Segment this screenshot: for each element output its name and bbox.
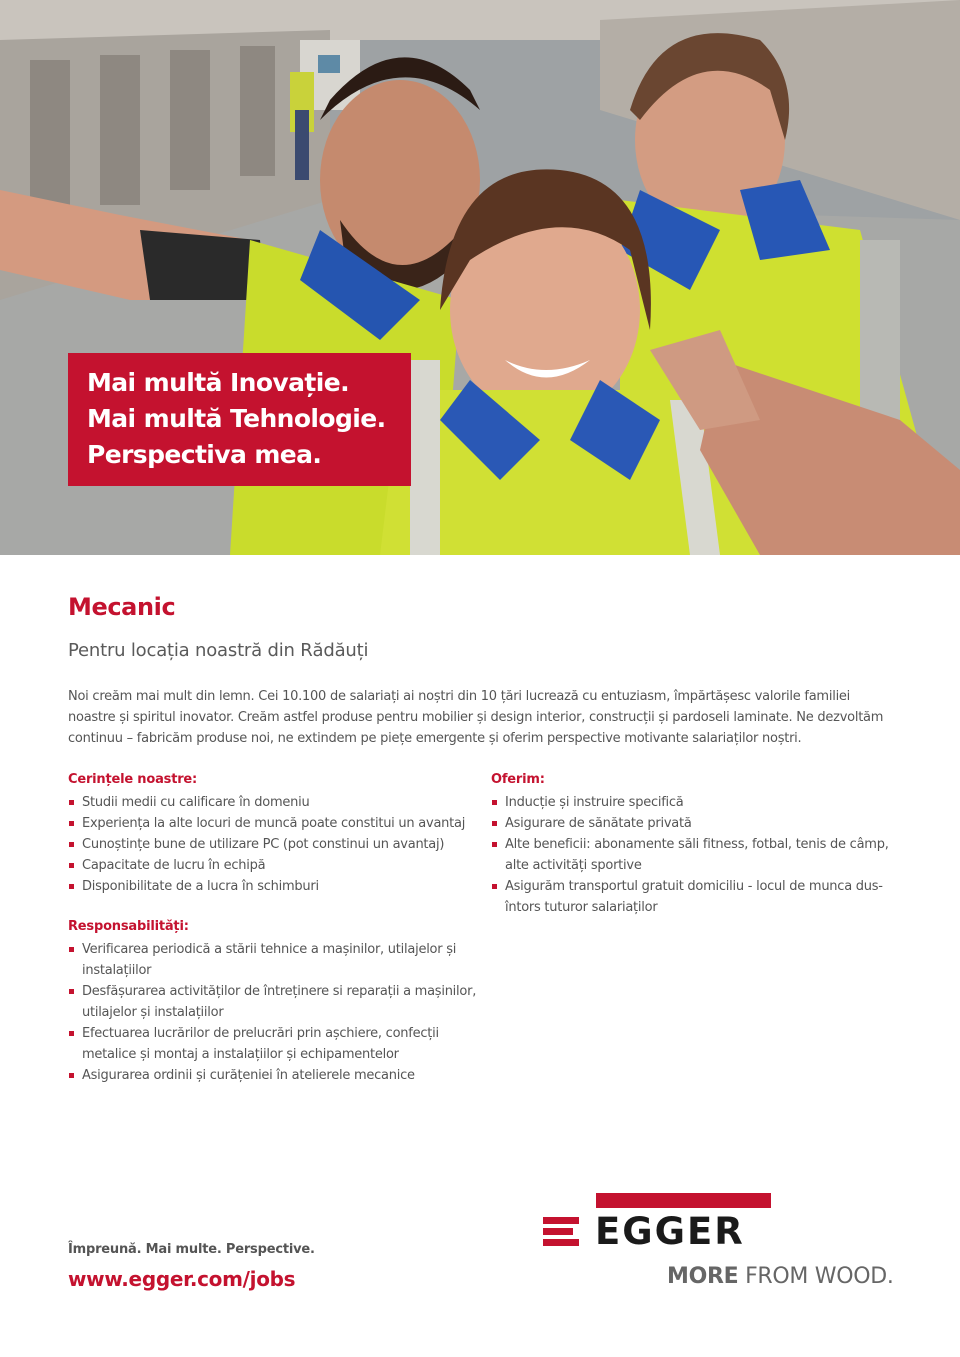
list-item: Inducție și instruire specifică (491, 792, 911, 813)
list-item: Verificarea periodică a stării tehnice a mașinilor, utilajelor și instalațiilor (68, 939, 488, 981)
logo-wordmark: EGGER (595, 1210, 745, 1253)
list-item: Capacitate de lucru în echipă (68, 855, 488, 876)
logo-bar (596, 1193, 771, 1208)
intro-paragraph: Noi creăm mai mult din lemn. Cei 10.100 de salariați ai noștri din 10 țări lucrează cu entuziasm, împărtășesc valorile familiei noastre și spiritul inovator. Creăm astfel produse pentru mobilier și design interior, construcții și pardoseli laminate. Ne dezvoltăm continuu – fabricăm produse noi, ne extindem pe piețe emergente și oferim perspective motivante salariaților noștri. (68, 689, 884, 746)
brand-slogan-rest: FROM WOOD. (738, 1264, 894, 1289)
list-item: Efectuarea lucrărilor de prelucrări prin așchiere, confecții metalice și montaj a instalațiilor și echipamentelor (68, 1023, 488, 1065)
list-item: Asigurăm transportul gratuit domiciliu - locul de munca dus-întors tuturor salariaților (491, 876, 911, 918)
footer-tagline: Împreună. Mai multe. Perspective. (68, 1242, 315, 1257)
logo-e-icon (543, 1217, 579, 1247)
requirements-heading: Cerințele noastre: (68, 772, 198, 787)
brand-slogan-bold: MORE (667, 1264, 739, 1289)
list-item: Experiența la alte locuri de muncă poate constitui un avantaj (68, 813, 488, 834)
slogan-line: Mai multă Tehnologie. (87, 404, 386, 433)
brand-slogan (667, 1264, 894, 1289)
job-location: Pentru locația noastră din Rădăuți (68, 640, 369, 661)
slogan-box (68, 353, 411, 486)
right-column (491, 771, 911, 918)
jobs-link[interactable]: www.egger.com/jobs (68, 1267, 296, 1291)
offer-heading: Oferim: (491, 772, 545, 787)
list-item: Disponibilitate de a lucra în schimburi (68, 876, 488, 897)
list-item: Alte beneficii: abonamente săli fitness, fotbal, tenis de câmp, alte activități sportive (491, 834, 911, 876)
offer-list (491, 792, 911, 918)
list-item: Asigurarea ordinii și curățeniei în atelierele mecanice (68, 1065, 488, 1086)
left-column (68, 771, 488, 1086)
responsibilities-heading: Responsabilități: (68, 919, 189, 934)
slogan-line: Perspectiva mea. (87, 440, 322, 469)
requirements-list (68, 792, 488, 897)
list-item: Desfășurarea activităților de întreținere si reparații a mașinilor, utilajelor și instalațiilor (68, 981, 488, 1023)
list-item: Studii medii cu calificare în domeniu (68, 792, 488, 813)
list-item: Asigurare de sănătate privată (491, 813, 911, 834)
hero-photo (0, 0, 960, 555)
slogan-line: Mai multă Inovație. (87, 368, 349, 397)
job-title: Mecanic (68, 593, 176, 621)
responsibilities-list (68, 939, 488, 1086)
list-item: Cunoștințe bune de utilizare PC (pot constinui un avantaj) (68, 834, 488, 855)
